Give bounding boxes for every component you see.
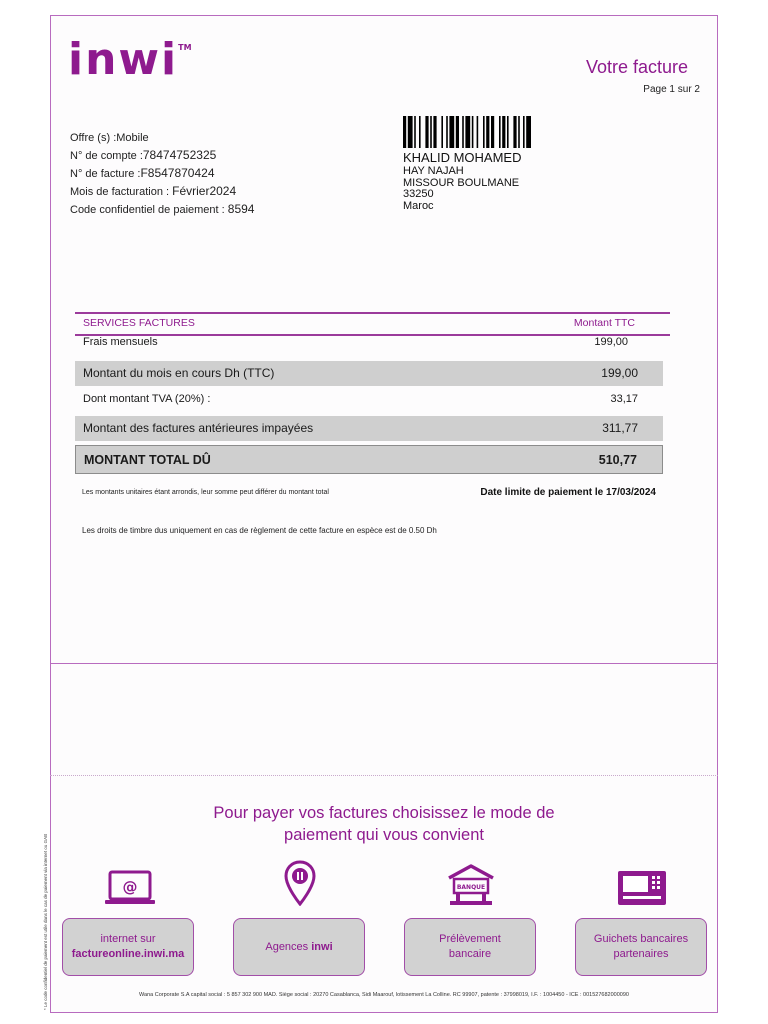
barcode-bar (502, 116, 505, 148)
country: Maroc (403, 199, 434, 212)
table-row: Dont montant TVA (20%) : 33,17 (83, 393, 638, 405)
barcode-bar (403, 116, 406, 148)
side-note: * Le code confidentiel de paiement est utile dans le cas de paiement via internet ou GAB (43, 833, 48, 1010)
section-divider (50, 663, 718, 664)
total-row (75, 445, 663, 474)
payment-code-row: Code confidentiel de paiement : 8594 (70, 202, 255, 216)
barcode-bar (441, 116, 443, 148)
svg-text:@: @ (122, 878, 138, 896)
barcode-bar (507, 116, 509, 148)
rounding-note: Les montants unitaires étant arrondis, leur somme peut différer du montant total (82, 489, 329, 496)
partner-banks-button[interactable]: Guichets bancaires partenaires (575, 918, 707, 976)
postal-code: 33250 (403, 188, 434, 200)
recipient-name: KHALID MOHAMED (403, 150, 522, 165)
barcode-bar (523, 116, 525, 148)
barcode-bar (518, 116, 520, 148)
barcode-bar (465, 116, 470, 148)
direct-debit-button[interactable]: Prélèvement bancaire (404, 918, 536, 976)
table-row: Montant du mois en cours Dh (TTC) 199,00 (75, 361, 663, 386)
bank-icon (446, 864, 496, 906)
barcode (403, 116, 593, 148)
legal-footer: Wana Corporate S.A capital social : 5 857 302 900 MAD. Siège social : 20270 Casablanca, Sidi Maarouf, lotissement La Colline. RC 99907, patente : 37998019, I.F. : 1004450 - ICE : 001527682000090 (139, 992, 629, 998)
billing-month-row: Mois de facturation : Février2024 (70, 184, 237, 198)
charges-table (75, 312, 670, 467)
payment-title: Pour payer vos factures choisissez le mode de paiement qui vous convient (213, 804, 555, 844)
account-number-row: N° de compte :78474752325 (70, 148, 217, 162)
page-title: Votre facture (585, 57, 688, 77)
agencies-payment-button[interactable]: Agences inwi (233, 918, 365, 976)
barcode-bar (486, 116, 489, 148)
barcode-bar (483, 116, 485, 148)
address-line: MISSOUR BOULMANE (403, 176, 520, 189)
barcode-bar (425, 116, 428, 148)
barcode-bar (430, 116, 432, 148)
recipient-address (403, 150, 521, 212)
barcode-bar (449, 116, 454, 148)
atm-icon (617, 870, 667, 906)
laptop-at-icon (104, 870, 156, 906)
barcode-bar (513, 116, 516, 148)
barcode-bar (472, 116, 474, 148)
barcode-bar (477, 116, 479, 148)
barcode-bar (408, 116, 413, 148)
svg-text:BANQUE: BANQUE (456, 884, 486, 891)
barcode-bar (446, 116, 448, 148)
location-pin-icon (284, 860, 316, 906)
total-amount: 510,77 (598, 453, 637, 467)
inwi-logo: inwi™ (68, 34, 192, 85)
barcode-bar (462, 116, 464, 148)
header-services: SERVICES FACTURES (83, 317, 195, 329)
barcode-bar (491, 116, 494, 148)
total-label: MONTANT TOTAL DÛ (84, 453, 211, 467)
table-row: Frais mensuels 199,00 (83, 336, 628, 348)
invoice-number-row: N° de facture :F8547870424 (70, 166, 215, 180)
barcode-bar (414, 116, 416, 148)
tear-line (50, 775, 718, 776)
barcode-bar (526, 116, 531, 148)
page-number: Page 1 sur 2 (643, 84, 700, 95)
stamp-duty-note: Les droits de timbre dus uniquement en cas de règlement de cette facture en espèce est de 0.50 Dh (82, 526, 437, 535)
payment-deadline: Date limite de paiement le 17/03/2024 (480, 487, 656, 498)
offer-row: Offre (s) :Mobile (70, 132, 149, 144)
account-info (70, 130, 254, 219)
internet-payment-button[interactable]: internet sur factureonline.inwi.ma (62, 918, 194, 976)
barcode-bar (433, 116, 436, 148)
barcode-bar (456, 116, 459, 148)
barcode-bar (499, 116, 501, 148)
table-row: Montant des factures antérieures impayées 311,77 (75, 416, 663, 441)
table-header (75, 312, 670, 336)
address-line: HAY NAJAH (403, 165, 464, 177)
header-amount: Montant TTC (573, 317, 635, 329)
barcode-bar (419, 116, 421, 148)
